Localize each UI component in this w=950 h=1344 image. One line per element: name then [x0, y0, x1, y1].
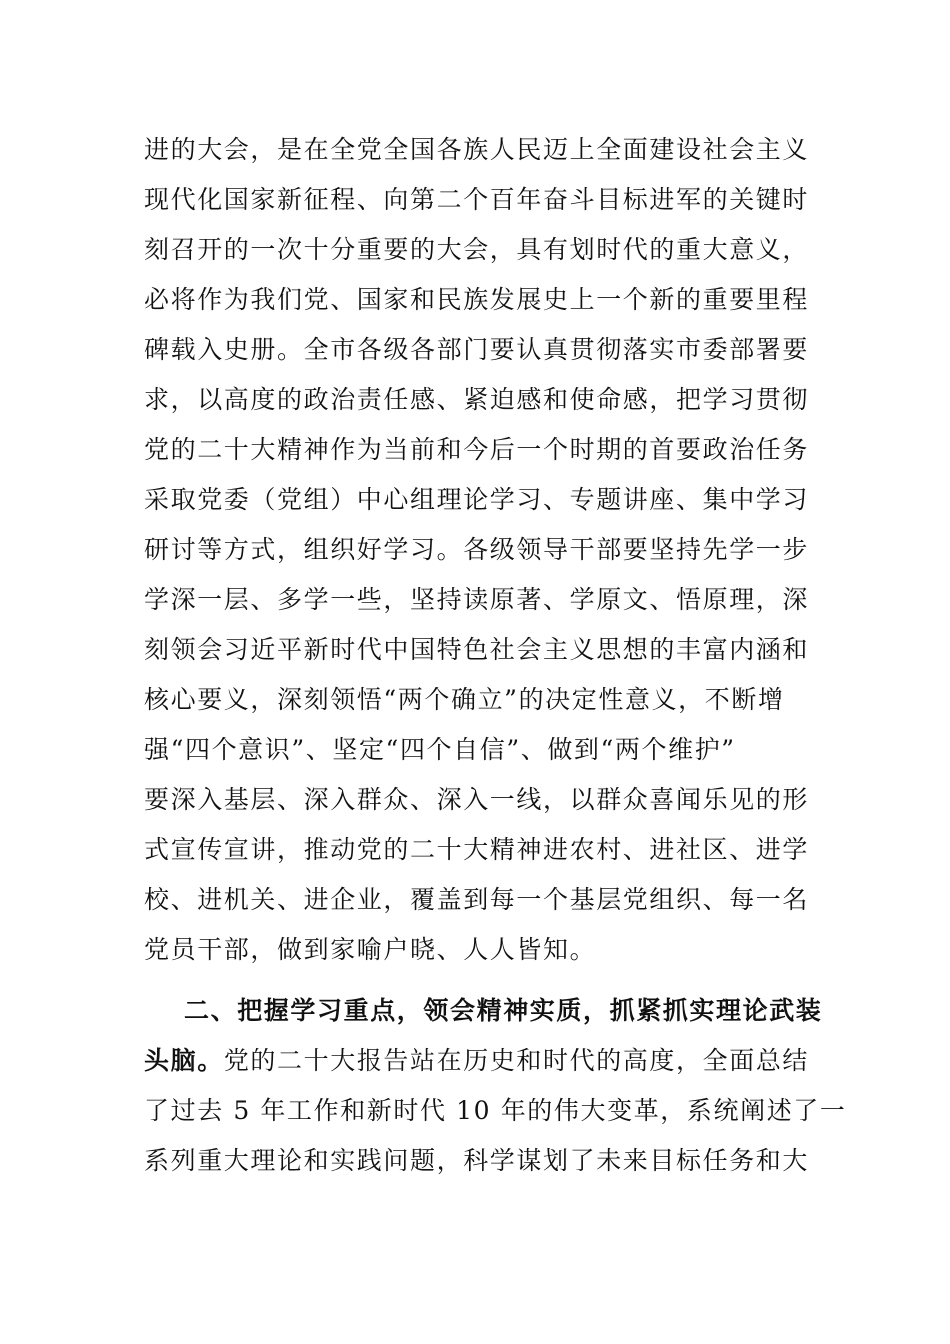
- paragraph-1-line: 强“四个意识”、坚定“四个自信”、做到“两个维护”: [144, 735, 736, 764]
- paragraph-1-line: 采取党委（党组）中心组理论学习、专题讲座、集中学习: [144, 485, 810, 514]
- paragraph-2-text: 党的二十大报告站在历史和时代的高度，全面总结: [223, 1046, 810, 1075]
- paragraph-1-line: 刻领会习近平新时代中国特色社会主义思想的丰富内涵和: [144, 635, 810, 664]
- paragraph-1: [144, 125, 814, 975]
- paragraph-1-line: 求，以高度的政治责任感、紧迫感和使命感，把学习贯彻: [144, 385, 810, 414]
- paragraph-1-line: 要深入基层、深入群众、深入一线，以群众喜闻乐见的形: [144, 785, 810, 814]
- paragraph-1-line: 碑载入史册。全市各级各部门要认真贯彻落实市委部署要: [144, 335, 810, 364]
- section-heading-end: 头脑。: [144, 1046, 224, 1075]
- paragraph-1-line: 进的大会，是在全党全国各族人民迈上全面建设社会主义: [144, 135, 810, 164]
- paragraph-2: [144, 986, 847, 1186]
- paragraph-1-line: 党员干部，做到家喻户晓、人人皆知。: [144, 935, 597, 964]
- paragraph-2-line: [144, 1036, 814, 1086]
- paragraph-1-line: 校、进机关、进企业，覆盖到每一个基层党组织、每一名: [144, 885, 810, 914]
- paragraph-1-line: 党的二十大精神作为当前和今后一个时期的首要政治任务: [144, 435, 810, 464]
- paragraph-2-line: 了过去 5 年工作和新时代 10 年的伟大变革，系统阐述了一: [144, 1096, 847, 1125]
- paragraph-2-line: 系列重大理论和实践问题，科学谋划了未来目标任务和大: [144, 1146, 810, 1175]
- section-heading: 二、把握学习重点，领会精神实质，抓紧抓实理论武装: [184, 996, 823, 1025]
- paragraph-1-line: 现代化国家新征程、向第二个百年奋斗目标进军的关键时: [144, 185, 810, 214]
- paragraph-1-line: 研讨等方式，组织好学习。各级领导干部要坚持先学一步: [144, 535, 810, 564]
- paragraph-1-line: 核心要义，深刻领悟“两个确立”的决定性意义，不断增: [144, 685, 785, 714]
- paragraph-1-line: 式宣传宣讲，推动党的二十大精神进农村、进社区、进学: [144, 835, 810, 864]
- paragraph-1-line: 刻召开的一次十分重要的大会，具有划时代的重大意义，: [144, 235, 810, 264]
- paragraph-1-line: 必将作为我们党、国家和民族发展史上一个新的重要里程: [144, 285, 810, 314]
- paragraph-1-line: 学深一层、多学一些，坚持读原著、学原文、悟原理，深: [144, 585, 810, 614]
